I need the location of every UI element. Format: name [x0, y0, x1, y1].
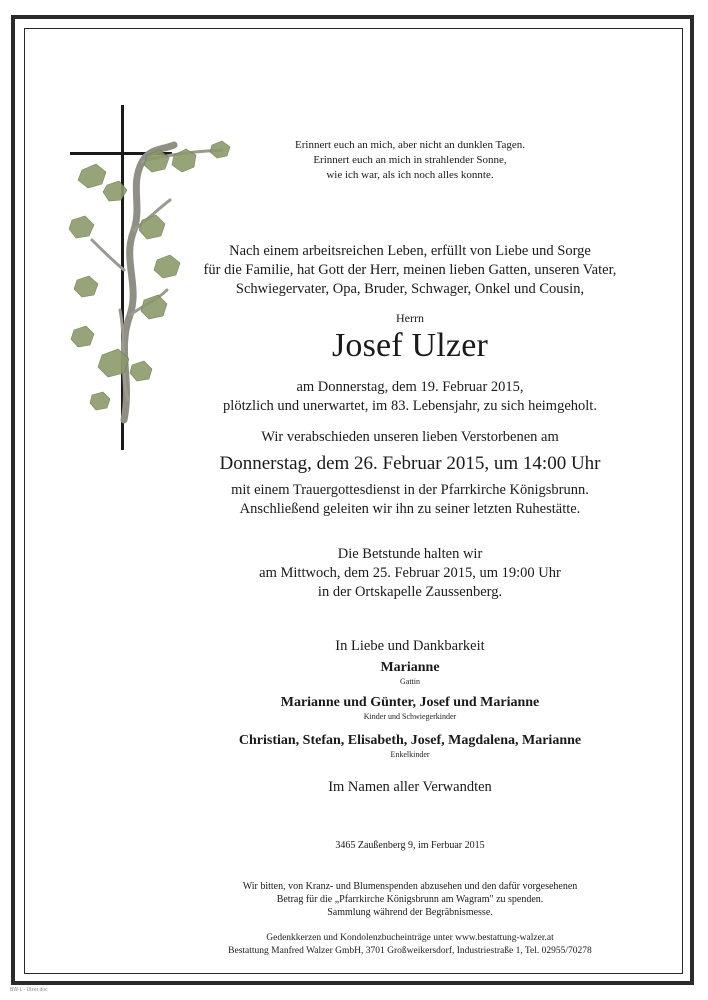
prayer-line: in der Ortskapelle Zaussenberg. [317, 584, 503, 600]
poem [160, 138, 660, 183]
prayer-line: Die Betstunde halten wir [337, 546, 483, 562]
salutation: Herrn [396, 311, 424, 325]
service-info [160, 481, 660, 519]
donation-request [160, 880, 660, 919]
footer-code: BW-L - Ulzer.doc [10, 987, 48, 993]
mourner-role: Enkelkinder [390, 750, 430, 759]
poem-line: Erinnert euch an mich in strahlender Sonne, [313, 154, 507, 166]
mourner-names: Marianne und Günter, Josef und Marianne [280, 695, 540, 710]
funeral-home-line: Gedenkkerzen und Kondolenzbucheinträge unter www.bestattung-walzer.at [266, 933, 554, 943]
relatives-line: Im Namen aller Verwandten [328, 779, 492, 795]
intro-text [160, 242, 660, 299]
intro-line: für die Familie, hat Gott der Herr, meinen lieben Gatten, unseren Vater, [203, 262, 617, 278]
poem-line: Erinnert euch an mich, aber nicht an dunklen Tagen. [295, 139, 525, 151]
mourner-role: Gattin [400, 677, 420, 686]
place-date: 3465 Zaußenberg 9, im Ferbuar 2015 [335, 840, 485, 851]
funeral-date: Donnerstag, dem 26. Februar 2015, um 14:00 Uhr [219, 453, 601, 474]
funeral-home-line: Bestattung Manfred Walzer GmbH, 3701 Großweikersdorf, Industriestraße 1, Tel. 02955/70278 [228, 946, 592, 956]
prayer-line: am Mittwoch, dem 25. Februar 2015, um 19:00 Uhr [259, 565, 561, 581]
mourner-role: Kinder und Schwiegerkinder [363, 712, 457, 721]
prayer-info [160, 545, 660, 602]
request-line: Betrag für die „Pfarrkirche Königsbrunn am Wagram" zu spenden. [276, 894, 544, 905]
funeral-home-info [160, 932, 660, 958]
intro-line: Schwiegervater, Opa, Bruder, Schwager, Onkel und Cousin, [235, 281, 585, 297]
mourner-group [160, 660, 660, 686]
death-line: plötzlich und unerwartet, im 83. Lebensjahr, zu sich heimgeholt. [223, 398, 597, 414]
mourner-group [160, 695, 660, 721]
death-notice [160, 378, 660, 416]
mourner-names: Marianne [380, 660, 440, 675]
service-line: mit einem Trauergottesdienst in der Pfarrkirche Königsbrunn. [231, 482, 589, 498]
love-line: In Liebe und Dankbarkeit [335, 638, 485, 654]
poem-line: wie ich war, als ich noch alles konnte. [326, 169, 494, 181]
mourner-names: Christian, Stefan, Elisabeth, Josef, Magdalena, Marianne [238, 733, 582, 748]
deceased-name: Josef Ulzer [331, 327, 489, 364]
farewell-intro: Wir verabschieden unseren lieben Verstorbenen am [261, 429, 559, 445]
mourner-group [160, 733, 660, 759]
service-line: Anschließend geleiten wir ihn zu seiner letzten Ruhestätte. [239, 501, 581, 517]
death-line: am Donnerstag, dem 19. Februar 2015, [296, 379, 524, 395]
request-line: Sammlung während der Begräbnismesse. [327, 907, 493, 918]
intro-line: Nach einem arbeitsreichen Leben, erfüllt von Liebe und Sorge [229, 243, 591, 259]
request-line: Wir bitten, von Kranz- und Blumenspenden abzusehen und den dafür vorgesehenen [242, 881, 578, 892]
